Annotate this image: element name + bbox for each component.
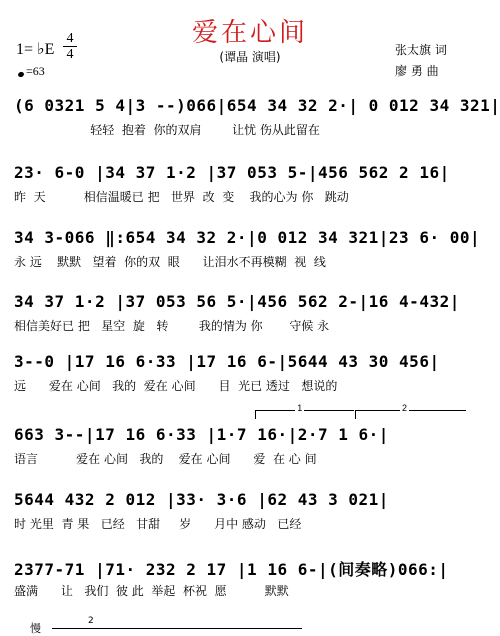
song-title: 爱在心间: [191, 18, 308, 48]
lyrics-line: 语言 爱在 心间 我的 爱在 心间 爱 在 心 间: [14, 452, 317, 466]
slow-label: 慢: [30, 622, 41, 635]
lyricist-credit: 张太旗 词: [395, 43, 447, 57]
melody-line: 34 37 1·2 |37 053 56 5·|456 562 2-|16 4-432|: [14, 292, 460, 311]
lyrics-line: 盛满 让 我们 彼 此 举起 杯祝 愿 默默: [14, 584, 289, 598]
composer-credit: 廖 勇 曲: [395, 64, 439, 78]
time-sig-bottom: 4: [66, 47, 74, 62]
lyrics-line: 时 光里 青 果 已经 甘甜 岁 月中 感动 已经: [14, 517, 302, 531]
tempo-value: =63: [26, 64, 45, 78]
lyrics-line: 远 爱在 心间 我的 爱在 心间 目 光已 透过 想说的: [14, 379, 338, 393]
melody-line: 2377-71 |71· 232 2 17 |1 16 6-|(间奏略)066:|: [14, 560, 449, 579]
melody-line: 23· 6-0 |34 37 1·2 |37 053 5-|456 562 2 16|: [14, 163, 450, 182]
lyrics-line: 相信美好已 把 星空 旋 转 我的情为 你 守候 永: [14, 319, 330, 333]
time-sig-top: 4: [66, 31, 74, 46]
quarter-note-icon: [17, 71, 24, 78]
footer-ending-number: 2: [88, 616, 94, 626]
key-signature: 1= ♭E: [16, 41, 55, 58]
lyrics-line: 昨 天 相信温暖已 把 世界 改 变 我的心为 你 跳动: [14, 190, 349, 204]
singer-credit: (谭晶 演唱): [219, 50, 281, 64]
tempo-marking: [18, 64, 45, 79]
second-ending-bracket: [355, 403, 466, 419]
lyrics-line: 轻轻 抱着 你的双肩 让忧 伤从此留在: [14, 123, 320, 137]
melody-line: 663 3--|17 16 6·33 |1·7 16·|2·7 1 6·|: [14, 425, 389, 444]
melody-line: 5644 432 2 012 |33· 3·6 |62 43 3 021|: [14, 490, 389, 509]
tempo-change-marking: [30, 616, 94, 636]
lyrics-line: 永 远 默默 望着 你的双 眼 让泪水不再模糊 视 线: [14, 255, 326, 269]
second-ending-number: 2: [402, 403, 408, 413]
melody-line: 34 3-066 ‖:654 34 32 2·|0 012 34 321|23 6· 00|: [14, 228, 481, 247]
melody-line: (6 0321 5 4|3 --)066|654 34 32 2·| 0 012 34 321|: [14, 96, 500, 115]
first-ending-number: 1: [297, 403, 303, 413]
first-ending-bracket: [255, 403, 354, 419]
time-signature: [63, 32, 77, 61]
tempo-change-line: [52, 628, 302, 629]
melody-line: 3--0 |17 16 6·33 |17 16 6-|5644 43 30 456|: [14, 352, 440, 371]
